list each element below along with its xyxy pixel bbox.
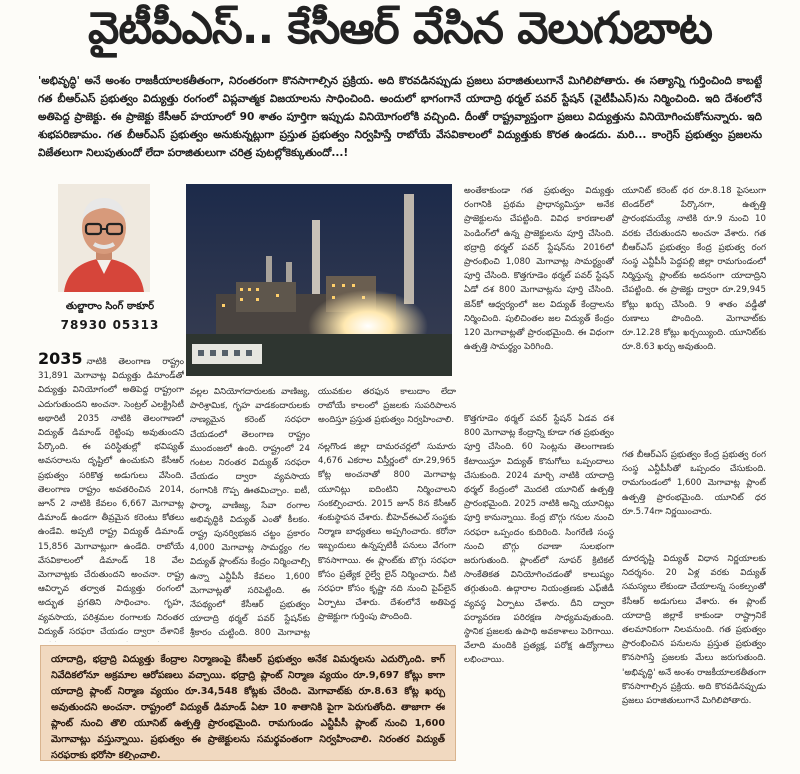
- article-column-5-top: యూనిట్ కరెంట్ ధర రూ.8.18 పైసలుగా టెండర్‌లో పేర్కొనగా, ఉత్పత్తి ప్రారంభమయ్యే నాటికి రూ.9 నుంచి 10 వరకు చేరుతుందని అంచనా వేశారు. గత బీఆర్ఎస్ ప్రభుత్వం కేంద్ర ప్రభుత్వ రంగ సంస్థ ఎన్టీపీసీ పెద్దపల్లి జిల్లా రామగుండంలో నిర్మిస్తున్న ప్లాంట్‌కు అదనంగా యాదాద్రిని చేపట్టింది. ఈ ప్రాజెక్టు ద్వారా రూ.29,945 కోట్లు ఖర్చు చేసింది. 9 శాతం వడ్డీతో రుణాలు పొందింది. మెగావాట్‌కు రూ.12.28 కోట్లు ఖర్చయ్యింది. యూనిట్‌కు రూ.8.63 ఖర్చు అవుతుంది.: [622, 186, 766, 353]
- intro-paragraph: 'అభివృద్ధి' అనే అంశం రాజకీయాలకతీతంగా, నిరంతరంగా కొనసాగాల్సిన ప్రక్రియ. అది కొరవడినప్పుడు ప్రజలు పరాజితులుగానే మిగిలిపోతారు. ఈ సత్యాన్ని గుర్తించింది కాబట్టే గత బీఆర్ఎస్ ప్రభుత్వం విద్యుత్తు రంగంలో విప్లవాత్మక విజయాలను సాధించింది. అందులో భాగంగానే యాదాద్రి థర్మల్ పవర్ స్టేషన్ (వైటీపీఎస్)ను నిర్మించింది. ఇది దేశంలోనే అతిపెద్ద ప్రాజెక్టు. ఈ ప్రాజెక్టు కేసీఆర్ హయాంలో 90 శాతం పూర్తిగా ఇప్పుడు వినియోగంలోకి వచ్చింది. దీంతో రాష్ట్రవ్యాప్తంగా ప్రజలు విద్యుత్తును వినియోగించుకోనున్నారు. ఇది శుభపరిణామం. గత బీఆర్ఎస్ ప్రభుత్వం అనుకున్నట్లుగా ప్రస్తుత ప్రభుత్వం నిర్వహిస్తే రాబోయే వేసవికాలంలో విద్యుత్తుకు కొరత ఉండదు. మరి... కాంగ్రెస్ ప్రభుత్వం ప్రజలను విజేతలుగా నిలుపుతుందో లేదా పరాజితులుగా చరిత్ర పుటల్లోకెక్కుతుందో...!: [38, 75, 762, 159]
- article-column-4: కొత్తగూడెం థర్మల్ పవర్ స్టేషన్ ఏడవ దశ 800 మెగావాట్ల కేంద్రాన్ని కూడా గత ప్రభుత్వం పూర్తి చేసింది. 60 సెంట్లను తెలంగాణకు కేటాయిస్తూ విద్యుత్ కొనుగోలు ఒప్పందాలు చేసుకుంది. 2024 మార్చి నాటికి యాదాద్రి థర్మల్ కేంద్రంలో మొదటి యూనిట్ ఉత్పత్తి ప్రారంభమైంది. 2025 నాటికి అన్ని యూనిట్లు పూర్తి కానున్నాయి. కేంద్ర బొగ్గు గనుల నుంచి సరఫరా ఒప్పందం కుదిరింది. సింగరేణి సంస్థ నుంచి బొగ్గు రవాణా సులభంగా జరుగుతుంది. ప్లాంట్‌లో సూపర్ క్రిటికల్ సాంకేతికత వినియోగించడంతో కాలుష్యం తగ్గుతుంది. ఉద్గారాల నియంత్రణకు ఎఫ్‌జీడీ వ్యవస్థ ఏర్పాటు చేశారు. దీని ద్వారా పర్యావరణ పరిరక్షణ సాధ్యమవుతుంది. స్థానిక ప్రజలకు ఉపాధి అవకాశాలు పెరిగాయి. వేలాది మందికి ప్రత్యక్ష, పరోక్ష ఉద్యోగాలు లభించాయి.: [464, 414, 614, 666]
- author-name: తుల్జారాం సింగ్ ఠాకూర్: [65, 301, 155, 312]
- article-column-4-top: అంతేకాకుండా గత ప్రభుత్వం విద్యుత్తు రంగానికి ప్రథమ ప్రాధాన్యమిస్తూ అనేక ప్రాజెక్టులను చేపట్టింది. వివిధ కారణాలతో పెండింగ్‌లో ఉన్న ప్రాజెక్టులను పూర్తి చేసింది. భద్రాద్రి థర్మల్ పవర్ స్టేషన్‌ను 2016లో ప్రారంభించి 1,080 మెగావాట్ల సామర్థ్యంతో పూర్తి చేసింది. కొత్తగూడెం థర్మల్ పవర్ స్టేషన్ ఏడో దశ 800 మెగావాట్లను పూర్తి చేసింది. జెన్‌కో ఆధ్వర్యంలో జల విద్యుత్ కేంద్రాలను నిర్మించింది. పులిచింతల జల విద్యుత్ కేంద్రం 120 మెగావాట్లతో ప్రారంభమైంది. ఈ విధంగా ఉత్పత్తి సామర్థ్యం పెరిగింది.: [464, 186, 614, 353]
- author-phone: 78930 05313: [60, 318, 160, 332]
- article-column-1: [38, 352, 184, 642]
- power-plant-photo: [186, 184, 452, 376]
- article-column-5-bottom: దూరదృష్టి విద్యుత్ విధాన నిర్ణయాలకు నిదర్శనం. 20 ఏళ్ల వరకు విద్యుత్ సమస్యలు లేకుండా చేయాలన్న సంకల్పంతో కేసీఆర్ అడుగులు వేశారు. ఈ ప్లాంట్ యాదాద్రి జిల్లాకే కాకుండా రాష్ట్రానికే తలమానికంగా నిలవనుంది. గత ప్రభుత్వం ప్రారంభించిన పనులను ప్రస్తుత ప్రభుత్వం కొనసాగిస్తే ప్రజలకు మేలు జరుగుతుంది. 'అభివృద్ధి' అనే అంశం రాజకీయాలకతీతంగా కొనసాగాల్సిన ప్రక్రియ. అది కొరవడినప్పుడు ప్రజలు పరాజితులుగానే మిగిలిపోతారు.: [622, 554, 766, 707]
- column-1-text: నాటికి తెలంగాణ రాష్ట్రం 31,891 మెగావాట్ల విద్యుత్తు డిమాండ్‌తో విద్యుత్తు వినియోగంలో అతిపెద్ద రాష్ట్రంగా ఎదుగుతుందని అంచనా. సెంట్రల్ ఎలక్ట్రిసిటీ అథారిటీ 2035 నాటికి తెలంగాణలో విద్యుత్ డిమాండ్ రెట్టింపు అవుతుందని పేర్కొంది. ఈ పరిస్థితుల్లో భవిష్యత్ అవసరాలను దృష్టిలో ఉంచుకుని కేసీఆర్ ప్రభుత్వం సరికొత్త అడుగులు వేసింది. తెలంగాణ రాష్ట్రం అవతరించిన 2014, జూన్ 2 నాటికి కేవలం 6,667 మెగావాట్ల డిమాండ్ ఉండగా తీవ్రమైన కరెంటు కోతలు ఉండేవి. అప్పటి రాష్ట్ర విద్యుత్ డిమాండ్ 15,856 మెగావాట్లుగా ఉండేది. రాబోయే వేసవికాలంలో డిమాండ్ 18 వేల మెగావాట్లకు చేరుతుందని అంచనా. రాష్ట్ర ఆవిర్భావ తర్వాత విద్యుత్తు రంగంలో అద్భుత ప్రగతిని సాధించాం. గృహ, వ్యవసాయ, పరిశ్రమల రంగాలకు నిరంతర విద్యుత్ సరఫరా చేయడం ద్వారా దేశానికే: [38, 357, 184, 637]
- author-photo: [58, 184, 150, 292]
- article-column-5-middle: గత బీఆర్ఎస్ ప్రభుత్వం కేంద్ర ప్రభుత్వ రంగ సంస్థ ఎన్టీపీసీతో ఒప్పందం చేసుకుంది. రామగుండంలో 1,600 మెగావాట్ల ప్లాంట్ ఉత్పత్తి ప్రారంభమైంది. యూనిట్ ధర రూ.5.74గా నిర్ణయించారు.: [622, 450, 766, 517]
- headline: వైటీపీఎస్.. కేసీఆర్ వేసిన వెలుగుబాట: [88, 3, 712, 54]
- highlight-box: యాదాద్రి, భద్రాద్రి విద్యుత్తు కేంద్రాల నిర్మాణంపై కేసీఆర్ ప్రభుత్వం అనేక విమర్శలను ఎదుర్కొంది. కాగ్ నివేదికలోనూ అక్రమాల ఆరోపణలు వచ్చాయి. భద్రాద్రి ప్లాంట్ నిర్మాణ వ్యయం రూ.9,697 కోట్లు కాగా యాదాద్రి ప్లాంట్ నిర్మాణ వ్యయం రూ.34,548 కోట్లకు చేరింది. మెగావాట్‌కు రూ.8.63 కోట్ల ఖర్చు అవుతుందని అంచనా. రాష్ట్రంలో విద్యుత్ డిమాండ్ ఏటా 10 శాతానికి పైగా పెరుగుతోంది. తాజాగా ఈ ప్లాంట్ నుంచి తొలి యూనిట్ ఉత్పత్తి ప్రారంభమైంది. రామగుండం ఎన్టీపీసీ ప్లాంట్ నుంచి 1,600 మెగావాట్లు వస్తున్నాయి. ప్రభుత్వం ఈ ప్రాజెక్టులను సమర్థవంతంగా నిర్వహించాలి. నిరంతర విద్యుత్ సరఫరాకు భరోసా కల్పించాలి.: [40, 645, 456, 761]
- article-column-3-top: యువకుల తరఫున కాలుదాం లేదా రాబోయే కాలంలో ప్రజలకు సుపరిపాలన అందిస్తూ ప్రస్తుత ప్రభుత్వం నిర్వహించాలి.: [318, 387, 456, 426]
- article-column-3: నల్లగొండ జిల్లా దామరచర్లలో సుమారు 4,676 ఎకరాల విస్తీర్ణంలో రూ.29,965 కోట్ల అంచనాతో 800 మెగావాట్ల యూనిట్లు ఐదింటిని నిర్మించాలని సంకల్పించారు. 2015 జూన్ 8న కేసీఆర్ శంకుస్థాపన చేశారు. బీహెచ్ఈఎల్ సంస్థకు నిర్మాణ బాధ్యతలు అప్పగించారు. కరోనా ఇబ్బందులు ఉన్నప్పటికీ పనులు వేగంగా కొనసాగాయి. ఈ ప్లాంట్‌కు బొగ్గు సరఫరా కోసం ప్రత్యేక రైల్వే లైన్ నిర్మించారు. నీటి సరఫరా కోసం కృష్ణా నది నుంచి పైప్‌లైన్ ఏర్పాటు చేశారు. దేశంలోనే అతిపెద్ద ప్రాజెక్టుగా గుర్తింపు పొందింది.: [318, 442, 456, 623]
- article-column-2: వల్లల వినియోగదారులకు వాణిజ్య, పారిశ్రామిక, గృహ వాడకందారులకు నాణ్యమైన కరెంట్ సరఫరా చేయడంలో తెలంగాణ రాష్ట్రం ముందంజలో ఉంది. రాష్ట్రంలో 24 గంటల నిరంతర విద్యుత్ సరఫరా చేయడం ద్వారా వ్యవసాయ రంగానికి గొప్ప ఊతమిచ్చాం. ఐటీ, ఫార్మా, వాణిజ్య, సేవా రంగాల అభివృద్ధికి విద్యుత్ ఎంతో కీలకం. రాష్ట్ర పునర్విభజన చట్టం ప్రకారం 4,000 మెగావాట్ల సామర్థ్యం గల విద్యుత్ ప్లాంట్‌ను కేంద్రం నిర్మించాల్సి ఉన్నా ఎన్టీపీసీ కేవలం 1,600 మెగావాట్లతో సరిపెట్టింది. ఈ నేపథ్యంలో కేసీఆర్ ప్రభుత్వం యాదాద్రి థర్మల్ పవర్ స్టేషన్‌కు శ్రీకారం చుట్టింది. 800 మెగావాట్ల: [190, 387, 310, 639]
- lead-number: 2035: [38, 352, 83, 368]
